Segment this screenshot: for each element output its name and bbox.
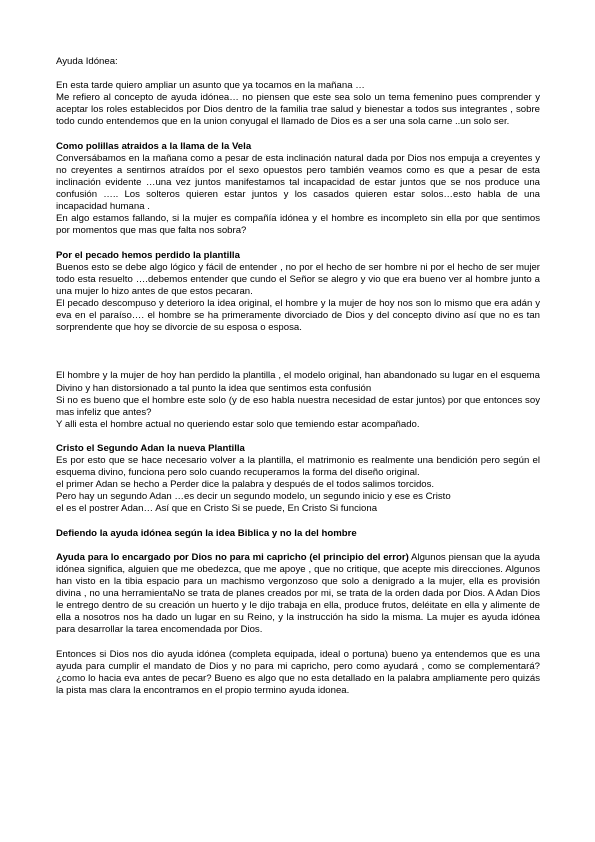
- section-plantilla-paragraph-2: Si no es bueno que el hombre este solo (y de eso habla nuestra necesidad de estar juntos) por que entonces soy mas infeliz que antes?: [56, 394, 540, 418]
- section-polillas-paragraph-2: En algo estamos fallando, si la mujer es compañía idónea y el hombre es incompleto sin ella por que sentimos por momentos que mas que falta nos sobra?: [56, 213, 540, 237]
- section-heading-polillas: Como polillas atraidos a la llama de la Vela: [56, 140, 252, 152]
- section-cristo-paragraph-4: el es el postrer Adan… Así que en Cristo Si se puede, En Cristo Si funciona: [56, 503, 378, 515]
- section-cristo-paragraph-1: Es por esto que se hace necesario volver a la plantilla, el matrimonio es realmente una bendición pero según el esquema divino, funciona pero solo cuando recuperamos la forma del diseño original.: [56, 455, 540, 479]
- closing-paragraph: Entonces si Dios nos dio ayuda idónea (completa equipada, ideal o portuna) bueno ya entendemos que es una ayuda para cumplir el mandato de Dios y no para mi capricho, pero como ayudará , como se complementará? ¿como lo hacia eva antes de pecar? Bueno es algo que no esta detallado en la palabra ampliamente pero quizás la pista mas clara la encontramos en el propio termino ayuda idonea.: [56, 648, 540, 696]
- section-heading-cristo: Cristo el Segundo Adan la nueva Plantilla: [56, 443, 245, 454]
- section-plantilla-paragraph-1: El hombre y la mujer de hoy han perdido la plantilla , el modelo original, han abandonado su lugar en el esquema Divino y han distorsionado a tal punto la idea que sentimos esta confusión: [56, 370, 540, 394]
- section-ayuda-paragraph: [56, 552, 540, 637]
- document-page: [56, 56, 540, 697]
- section-heading-pecado: Por el pecado hemos perdido la plantilla: [56, 249, 240, 261]
- document-title: Ayuda Idónea:: [56, 56, 118, 67]
- section-ayuda-body: Algunos piensan que la ayuda idónea significa, alguien que me obedezca, que me apoye , que no critique, que acepte mis direcciones. Algunos han visto en la tibia espacio para un machismo vergonzoso que solo a denigrado a la mujer, ella es provisión divina , no una herramientaNo se trata de planes creados por mi, se trata de la orden dada por Dios. A Adan Dios le entrego dentro de su creación un huerto y le dijo trabaja en ella, produce frutos, deléitate en ella y alimente de ella a nosotros nos ha dado un lugar en su Reino, y la instrucción ha sido la misma. La mujer es ayuda idónea para desarrollar la tarea encomendada por Dios.: [56, 551, 541, 636]
- section-cristo-paragraph-2: el primer Adan se hecho a Perder dice la palabra y después de el todos salimos torcidos.: [56, 479, 435, 491]
- section-plantilla-paragraph-3: Y alli esta el hombre actual no queriendo estar solo que temiendo estar acompañado.: [56, 418, 420, 430]
- section-polillas-paragraph-1: Conversábamos en la mañana como a pesar de esta inclinación natural dada por Dios nos empuja a creyentes y no creyentes a sentirnos atraídos por el sexo opuestos pero también veamos como es que a pesar de esta inclinación evidente …una vez juntos manifestamos tal incapacidad de estar juntos que se nos produce una confusión ….. Los solteros quieren estar juntos y los casados quieren estar solos…esto habla de una incapacidad humana .: [56, 152, 540, 213]
- section-heading-ayuda-idonea: Defiendo la ayuda idónea según la idea Biblica y no la del hombre: [56, 527, 357, 539]
- section-ayuda-lead: Ayuda para lo encargado por Dios no para mi capricho (el principio del error): [56, 551, 409, 563]
- section-pecado-paragraph-2: El pecado descompuso y deterioro la idea original, el hombre y la mujer de hoy nos son lo mismo que era adán y eva en el paraíso…. el hombre se ha primeramente divorciado de Dios y del concepto divino así que no es tan sorprendente que hoy se divorcie de su esposa o esposa.: [56, 297, 540, 334]
- section-pecado-paragraph-1: Buenos esto se debe algo lógico y fácil de entender , no por el hecho de ser hombre ni por el hecho de ser mujer todo esta resuelto ….debemos entender que cundo el Señor se alegro y vio que era bueno ver al hombre junto a una mujer lo hizo antes de que estos pecaran.: [56, 261, 540, 297]
- section-cristo-paragraph-3: Pero hay un segundo Adan …es decir un segundo modelo, un segundo inicio y ese es Cristo: [56, 491, 451, 503]
- intro-paragraph-1: En esta tarde quiero ampliar un asunto que ya tocamos en la mañana …: [56, 80, 365, 92]
- intro-paragraph-2: Me refiero al concepto de ayuda idónea… no piensen que este sea solo un tema femenino pues comprender y aceptar los roles establecidos por Dios dentro de la familia trae salud y bienestar a todos sus integrantes , sobre todo cundo entendemos que en la union conyugal el llamado de Dios es a ser una sola carne ..un solo ser.: [56, 92, 540, 128]
